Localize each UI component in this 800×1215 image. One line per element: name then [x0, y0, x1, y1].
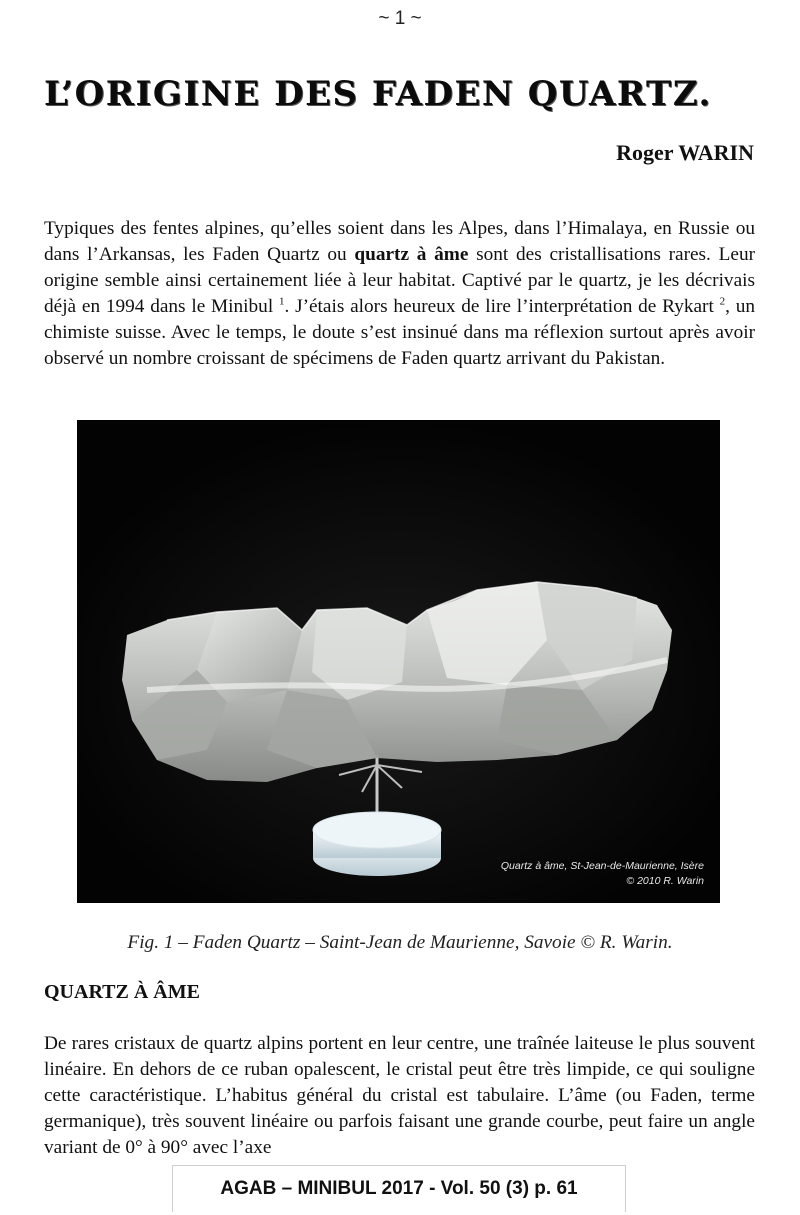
intro-paragraph: [44, 216, 755, 372]
intro-text-2: sont des cristallisations rares. Leur origine semble ainsi certainement liée à leur habitat. Captivé par le quartz, je les décrivais déjà en 1994 dans le Minibul: [44, 244, 756, 317]
section-paragraph: De rares cristaux de quartz alpins portent en leur centre, une traînée laiteuse le plus souvent linéaire. En dehors de ce ruban opalescent, le cristal peut être très limpide, ce qui souligne cette caractéristique. L’habitus général du cristal est tabulaire. L’âme (ou Faden, terme germanique), très souvent linéaire ou parfois faisant une grande courbe, peut faire un angle variant de 0° à 90° avec l’axe: [44, 1033, 755, 1158]
footnote-ref-2[interactable]: 2: [719, 295, 726, 308]
intro-text-4: , un chimiste suisse. Avec le temps, le doute s’est insinué dans ma réflexion surtout après avoir observé un nombre croissant de spécimens de Faden quartz arrivant du Pakistan.: [44, 296, 755, 369]
intro-bold-term: quartz à âme: [354, 244, 469, 265]
author-name: Roger WARIN: [616, 140, 754, 165]
section-heading: QUARTZ À ÂME: [44, 981, 200, 1003]
photo-credit-overlay: [501, 859, 704, 889]
footnote-ref-1[interactable]: 1: [278, 295, 285, 308]
figure-caption: Fig. 1 – Faden Quartz – Saint-Jean de Maurienne, Savoie © R. Warin.: [127, 932, 673, 953]
intro-text-1: Typiques des fentes alpines, qu’elles soient dans les Alpes, dans l’Himalaya, en Russie ou dans l’Arkansas, les Faden Quartz ou: [44, 218, 755, 265]
article-title: L’ORIGINE DES FADEN QUARTZ.: [44, 74, 712, 114]
quartz-photo: [77, 420, 720, 903]
photo-caption-line-1: Quartz à âme, St-Jean-de-Maurienne, Isère: [500, 860, 704, 872]
photo-caption-line-2: © 2010 R. Warin: [626, 875, 704, 887]
page-footer: AGAB – MINIBUL 2017 - Vol. 50 (3) p. 61: [172, 1165, 626, 1212]
intro-text-3: . J’étais alors heureux de lire l’interprétation de Rykart: [284, 296, 720, 317]
page-number: ~ 1 ~: [378, 8, 422, 29]
quartz-crystal-illustration: [77, 420, 720, 903]
